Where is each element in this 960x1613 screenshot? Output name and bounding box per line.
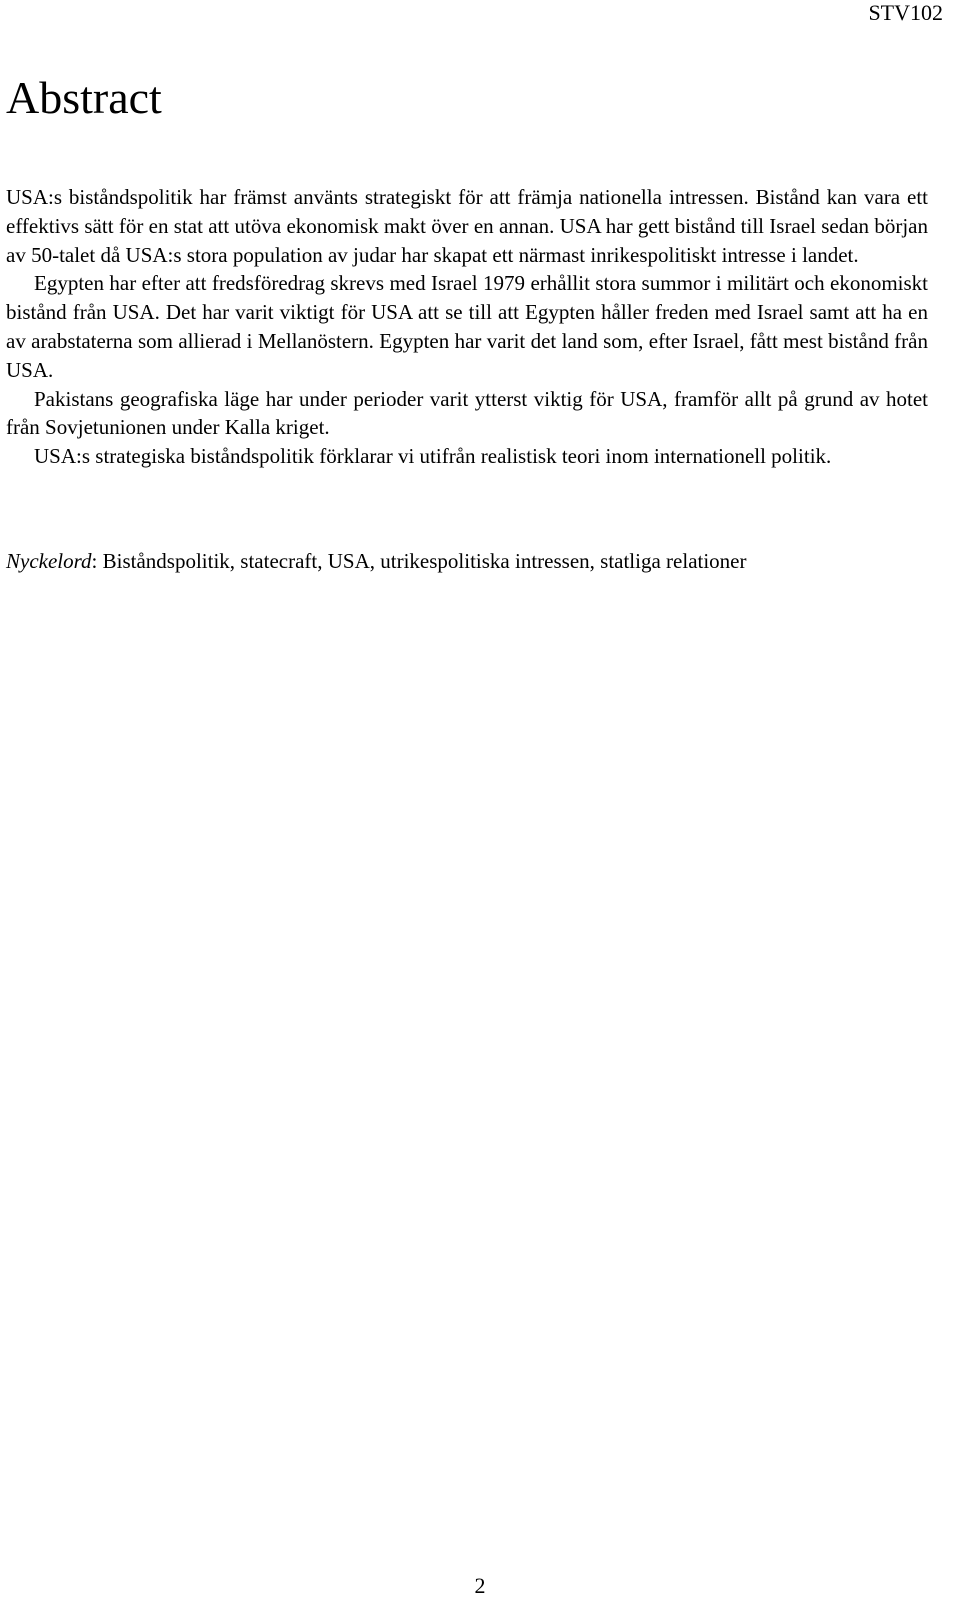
- abstract-paragraph: USA:s biståndspolitik har främst använts strategiskt för att främja nationella intressen. Bistånd kan vara ett effektivs sätt för en stat att utöva ekonomisk makt över en annan. USA har gett bistånd till Israel sedan början av 50-talet då USA:s stora population av judar har skapat ett närmast inrikespolitiskt intresse i landet.: [6, 185, 928, 267]
- page-title: Abstract: [6, 72, 162, 123]
- keywords-separator: :: [91, 549, 103, 573]
- abstract-paragraph: Pakistans geografiska läge har under perioder varit ytterst viktig för USA, framför allt på grund av hotet från Sovjetunionen under Kalla kriget.: [6, 386, 928, 440]
- keywords-text: Biståndspolitik, statecraft, USA, utrikespolitiska intressen, statliga relationer: [102, 549, 747, 573]
- page-number: 2: [474, 1573, 486, 1598]
- keywords-line: [6, 547, 928, 576]
- abstract-paragraph: USA:s strategiska biståndspolitik förklarar vi utifrån realistisk teori inom internationell politik.: [34, 444, 832, 469]
- abstract-body: [6, 183, 928, 471]
- keywords-label: Nyckelord: [6, 549, 92, 573]
- page-header-course-code: STV102: [868, 0, 943, 25]
- abstract-paragraph: Egypten har efter att fredsföredrag skrevs med Israel 1979 erhållit stora summor i militärt och ekonomiskt bistånd från USA. Det har varit viktigt för USA att se till att Egypten håller freden med Israel samt att ha en av arabstaterna som allierad i Mellanöstern. Egypten har varit det land som, efter Israel, fått mest bistånd från USA.: [6, 271, 928, 382]
